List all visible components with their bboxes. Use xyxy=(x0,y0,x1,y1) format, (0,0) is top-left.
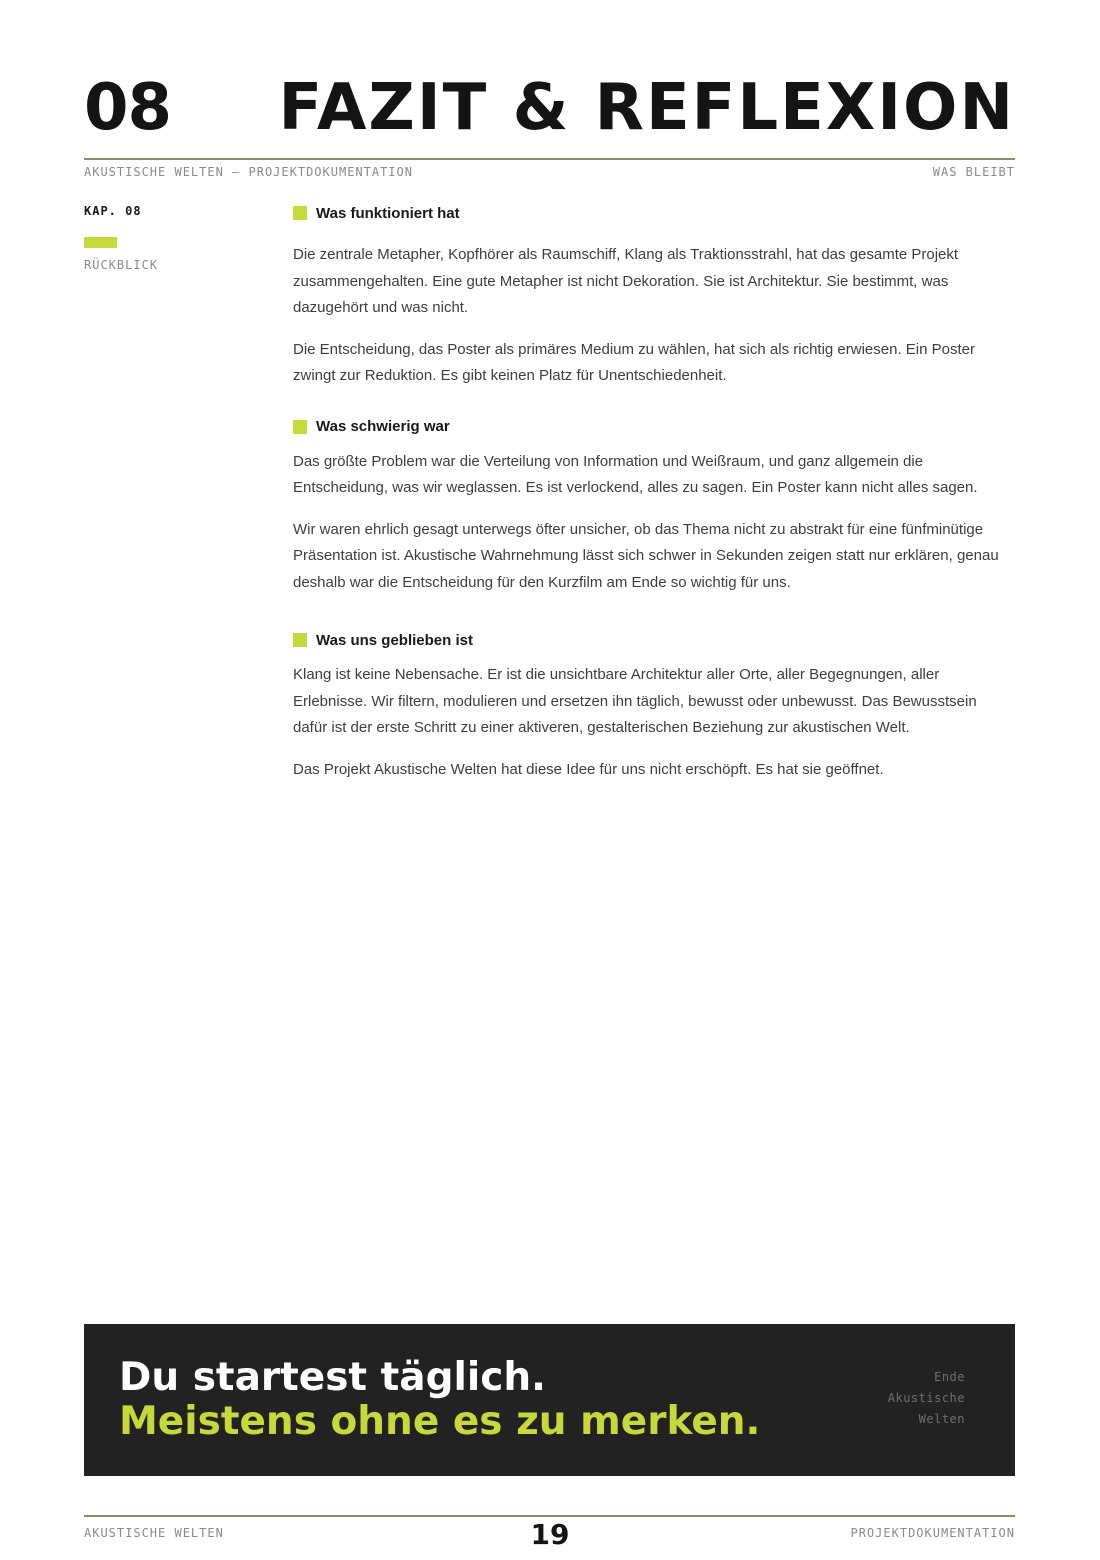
accent-bar xyxy=(84,237,117,248)
main-content xyxy=(293,201,1015,783)
banner-note-line: Akustische xyxy=(887,1391,965,1405)
running-section: WAS BLEIBT xyxy=(932,165,1015,179)
banner-note xyxy=(888,1367,965,1430)
header-divider xyxy=(84,158,1015,160)
section-heading xyxy=(293,201,1015,225)
running-title: AKUSTISCHE WELTEN — PROJEKTDOKUMENTATION xyxy=(84,165,413,179)
footer-left-text: AKUSTISCHE WELTEN xyxy=(84,1526,224,1540)
square-bullet-icon xyxy=(293,206,307,220)
quote-banner xyxy=(84,1324,1015,1476)
section-heading-text: Was uns geblieben ist xyxy=(316,631,473,649)
sidebar xyxy=(84,204,264,272)
footer-divider xyxy=(84,1515,1015,1517)
page-title: FAZIT & REFLEXION xyxy=(278,71,1015,145)
paragraph: Die Entscheidung, das Poster als primäres Medium zu wählen, hat sich als richtig erwiesen. Ein Poster zwingt zur Reduktion. Es gibt keinen Platz für Unentschiedenheit. xyxy=(293,340,975,384)
page-header xyxy=(84,70,1015,150)
paragraph: Das Projekt Akustische Welten hat diese Idee für uns nicht erschöpft. Es hat sie geöffnet. xyxy=(293,760,884,778)
banner-note-line: Welten xyxy=(918,1412,965,1426)
paragraph: Klang ist keine Nebensache. Er ist die unsichtbare Architektur aller Orte, aller Begegnungen, aller Erlebnisse. Wir filtern, modulieren und ersetzen ihn täglich, bewusst oder unbewusst. Das Bewusstsein dafür ist der erste Schritt zu einer aktiveren, gestalterischen Beziehung zur akustischen Welt. xyxy=(293,666,977,736)
section-heading xyxy=(293,415,1015,439)
paragraph: Wir waren ehrlich gesagt unterwegs öfter unsicher, ob das Thema nicht zu abstrakt für eine fünfminütige Präsentation ist. Akustische Wahrnehmung lässt sich schwer in Sekunden zeigen statt nur erklären, genau deshalb war die Entscheidung für den Kurzfilm am Ende so wichtig für uns. xyxy=(293,520,999,591)
section-heading xyxy=(293,628,1015,652)
page-number: 19 xyxy=(530,1518,570,1551)
chapter-label: KAP. 08 xyxy=(84,204,142,218)
section-heading-text: Was schwierig war xyxy=(316,418,450,435)
quote-line-1: Du startest täglich. xyxy=(119,1355,546,1400)
square-bullet-icon xyxy=(293,633,307,647)
banner-note-line: Ende xyxy=(934,1370,965,1384)
square-bullet-icon xyxy=(293,420,307,434)
sidebar-tag: RÜCKBLICK xyxy=(84,258,159,272)
paragraph: Das größte Problem war die Verteilung von Information und Weißraum, und ganz allgemein die Entscheidung, was wir weglassen. Es ist verlockend, alles zu sagen. Ein Poster kann nicht alles sagen. xyxy=(293,452,978,496)
paragraph: Die zentrale Metapher, Kopfhörer als Raumschiff, Klang als Traktionsstrahl, hat das gesamte Projekt zusammengehalten. Eine gute Metapher ist nicht Dekoration. Sie ist Architektur. Sie bestimmt, was dazugehört und was nicht. xyxy=(293,246,959,316)
section-heading-text: Was funktioniert hat xyxy=(316,204,460,222)
chapter-number: 08 xyxy=(84,71,172,145)
footer-right-text: PROJEKTDOKUMENTATION xyxy=(850,1526,1015,1540)
quote-line-2: Meistens ohne es zu merken. xyxy=(119,1399,761,1444)
